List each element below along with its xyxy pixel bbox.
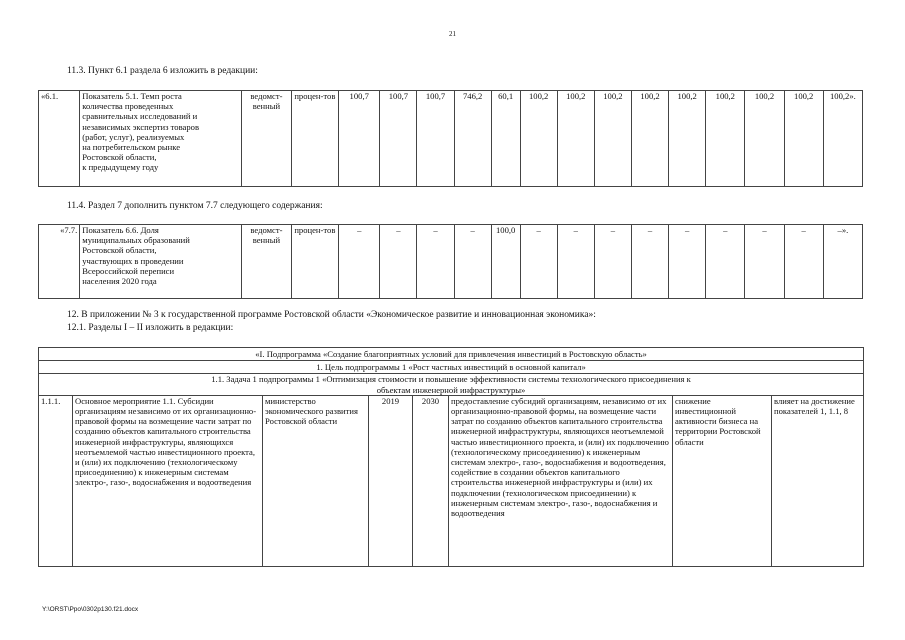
- indicator-link: влияет на достижение показателей 1, 1.1, 8: [772, 395, 864, 566]
- file-path: Y:\ORST\Ppo\0302p130.f21.docx: [42, 606, 139, 613]
- value-cell: 100,2: [557, 91, 594, 187]
- value-cell: –: [669, 225, 706, 299]
- value-cell: 100,0: [491, 225, 520, 299]
- start-year: 2019: [369, 395, 413, 566]
- value-cell: –: [745, 225, 784, 299]
- value-cell: –: [454, 225, 491, 299]
- paragraph-11-3: 11.3. Пункт 6.1 раздела 6 изложить в редакции:: [67, 66, 258, 76]
- indicator-unit: процен-тов: [291, 225, 338, 299]
- indicator-name-line: независимых экспертиз товаров: [82, 121, 200, 132]
- indicator-name-line: Показатель 6.6. Доля: [82, 225, 159, 235]
- indicator-unit: процен-тов: [291, 91, 338, 187]
- paragraph-11-4: 11.4. Раздел 7 дополнить пунктом 7.7 следующего содержания:: [67, 201, 323, 211]
- value-cell: 100,2: [631, 91, 668, 187]
- subprogram-header: «I. Подпрограмма «Создание благоприятных условий для привлечения инвестиций в Ростовскую область»: [39, 348, 864, 361]
- task-header: 1.1. Задача 1 подпрограммы 1 «Оптимизация стоимости и повышение эффективности системы технологического присоединения к объектам инженерной инфраструктуры»: [39, 374, 864, 395]
- indicator-name: [80, 225, 242, 299]
- value-cell: –: [631, 225, 668, 299]
- indicator-name-line: населения 2020 года: [82, 276, 157, 287]
- indicator-name-line: Показатель 5.1. Темп роста: [82, 91, 182, 101]
- indicator-name-line: Ростовской области,: [82, 245, 157, 256]
- non-implementation-consequence: снижение инвестиционной активности бизнеса на территории Ростовской области: [673, 395, 772, 566]
- value-cell: –: [594, 225, 631, 299]
- paragraph-12-1: 12.1. Разделы I – II изложить в редакции:: [67, 323, 234, 333]
- indicator-name-line: муниципальных образований: [82, 235, 190, 246]
- indicator-name-line: сравнительных исследований и: [82, 111, 198, 122]
- value-cell: –».: [823, 225, 862, 299]
- indicator-kind: ведомст-венный: [242, 225, 292, 299]
- indicator-table-7-7: [38, 224, 863, 299]
- value-cell: 100,2: [520, 91, 557, 187]
- measure-number: 1.1.1.: [39, 395, 73, 566]
- measure-name: Основное мероприятие 1.1. Субсидии организациям независимо от их организационно-правовой формы на возмещение части затрат по созданию объектов капитального строительства инженерной инфраструктуры, являющихся неотъемлемой частью инвестиционного проекта, и (или) их подключению (технологическому присоединению) к инженерным системам электро-, газо-, водоснабжения и водоотведения: [73, 395, 263, 566]
- indicator-name-line: к предыдущему году: [82, 162, 159, 173]
- row-number: «7.7.: [39, 225, 80, 299]
- end-year: 2030: [413, 395, 449, 566]
- measure-executor: министерство экономического развития Ростовской области: [263, 395, 369, 566]
- indicator-name-line: (работ, услуг), реализуемых: [82, 131, 185, 142]
- subprogram-table: [38, 347, 864, 567]
- value-cell: 100,2: [745, 91, 784, 187]
- value-cell: –: [417, 225, 454, 299]
- indicator-name-line: количества проведенных: [82, 101, 174, 112]
- value-cell: 100,2: [784, 91, 823, 187]
- indicator-name: [80, 91, 242, 187]
- value-cell: 60,1: [491, 91, 520, 187]
- value-cell: 100,2: [594, 91, 631, 187]
- value-cell: –: [380, 225, 417, 299]
- value-cell: 100,7: [339, 91, 380, 187]
- value-cell: –: [339, 225, 380, 299]
- indicator-name-line: участвующих в проведении: [82, 255, 184, 266]
- indicator-name-line: на потребительском рынке: [82, 142, 181, 153]
- indicator-kind: ведомст-венный: [242, 91, 292, 187]
- indicator-name-line: Всероссийской переписи: [82, 265, 175, 276]
- value-cell: 100,2: [706, 91, 745, 187]
- indicator-table-6-1: [38, 90, 863, 187]
- value-cell: –: [784, 225, 823, 299]
- value-cell: 100,2».: [823, 91, 862, 187]
- value-cell: –: [520, 225, 557, 299]
- row-number: «6.1.: [39, 91, 80, 187]
- value-cell: 100,2: [669, 91, 706, 187]
- value-cell: 746,2: [454, 91, 491, 187]
- page-number: 21: [449, 30, 456, 38]
- expected-result: предоставление субсидий организациям, независимо от их организационно-правовой формы, на возмещение части затрат по созданию объектов капитального строительства инженерной инфраструктуры, являющихся неотъемлемой частью инвестиционного проекта, и (или) их подключению (технологическому присоединению) к инженерным системам электро-, газо-, водоснабжения и водоотведения, содействие в создании объектов капитального строительства инженерной инфраструктуры и (или) их подключении (технологическом присоединении) к инженерным системам электро-, газо-, водоснабжения и водоотведения: [449, 395, 673, 566]
- value-cell: –: [706, 225, 745, 299]
- paragraph-12: 12. В приложении № 3 к государственной программе Ростовской области «Экономическое развитие и инновационная экономика»:: [67, 310, 596, 320]
- indicator-name-line: Ростовской области,: [82, 152, 157, 163]
- value-cell: 100,7: [417, 91, 454, 187]
- value-cell: –: [557, 225, 594, 299]
- goal-header: 1. Цель подпрограммы 1 «Рост частных инвестиций в основной капитал»: [39, 361, 864, 374]
- value-cell: 100,7: [380, 91, 417, 187]
